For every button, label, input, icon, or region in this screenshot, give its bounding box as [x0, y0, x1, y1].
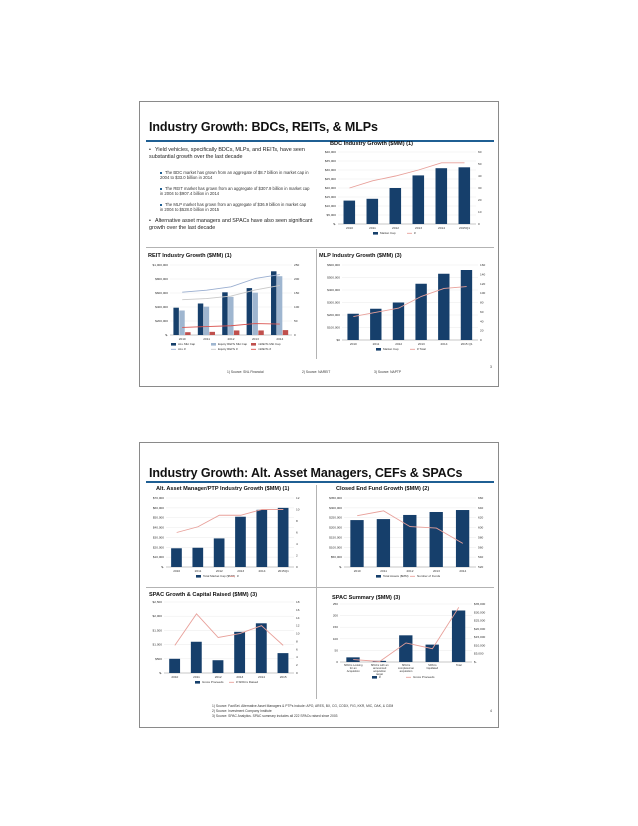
bar [415, 284, 426, 340]
legend-swatch [196, 575, 201, 578]
y2-tick-label: 60 [480, 309, 484, 314]
y-tick-label: $40,000 [324, 150, 336, 154]
bar [456, 510, 469, 567]
footnote: 2) Source: NAREIT [302, 370, 331, 374]
y2-tick-label: 0 [478, 222, 480, 226]
y2-tick-label: 200 [294, 277, 300, 281]
legend-swatch [372, 676, 377, 679]
legend-label: # Total [417, 347, 426, 351]
y2-tick-label: 250 [294, 263, 300, 267]
x-tick-label: 2010 [353, 569, 361, 573]
x-tick-label: 2014 [438, 226, 445, 230]
divider-vertical [316, 249, 317, 359]
slide-altam-cef-spac [139, 442, 499, 728]
y-tick-label: $2,500 [152, 600, 162, 604]
x-tick-label [456, 663, 462, 667]
slide-title: Industry Growth: Alt. Asset Managers, CEFs & SPACs [149, 466, 463, 480]
y2-tick-label: $10,000 [474, 643, 486, 648]
y2-tick-label: 100 [480, 291, 486, 296]
y2-tick-label: 20 [480, 328, 484, 333]
y2-tick-label: 2 [296, 663, 298, 668]
bar [390, 188, 402, 224]
bar [213, 660, 224, 673]
y-tick-label: 0 [336, 660, 338, 664]
x-tick-label: 2011 [193, 675, 200, 679]
y-tick-label: $25,000 [324, 177, 336, 181]
x-tick-label: 2013 [415, 226, 422, 230]
legend-swatch [373, 232, 378, 235]
bar [198, 304, 203, 336]
y-tick-label: $15,000 [324, 195, 336, 199]
y2-tick-label: 6 [296, 530, 298, 535]
y2-tick-label: 10 [296, 631, 300, 636]
bar [204, 307, 209, 335]
y2-tick-label: 12 [296, 623, 300, 628]
x-tick-label: 2012 [392, 226, 399, 230]
y2-tick-label: 16 [296, 607, 300, 612]
bar [234, 330, 239, 335]
x-tick-label: 2012 [395, 342, 403, 346]
bar [210, 332, 215, 335]
y2-tick-label: 60 [478, 150, 482, 154]
x-tick-label: 2011 [372, 342, 380, 346]
x-tick-label: 2013 [432, 569, 440, 573]
chart-title-bdc: BDC Industry Growth ($MM) (1) [330, 141, 413, 147]
y-tick-label: $- [339, 565, 342, 569]
legend-label: mREITs # [258, 347, 272, 351]
x-tick-label: 2010 [346, 226, 353, 230]
divider-vertical [316, 485, 317, 699]
y2-tick-label: 10 [478, 210, 482, 214]
y2-tick-label: 8 [296, 519, 298, 523]
chart-title-spac-summary: SPAC Summary ($MM) (3) [332, 595, 401, 601]
x-tick-label: 2010 [178, 337, 186, 341]
y-tick-label: $150,000 [329, 535, 342, 540]
x-tick-label: 2014 [440, 342, 448, 346]
bar [235, 517, 246, 567]
title-rule [146, 140, 494, 142]
x-tick-label: 2012 [215, 569, 223, 573]
y2-tick-label: 4 [296, 542, 298, 546]
x-tick-label: 2015Q1 [458, 226, 471, 230]
bullet-text: Alternative asset managers and SPACs have also seen significant growth over the last decade [149, 218, 313, 231]
y2-tick-label: 0 [296, 565, 298, 569]
x-tick-label: 2013 [237, 569, 245, 573]
y-tick-label: $30,000 [152, 535, 164, 540]
legend-swatch [251, 343, 256, 346]
y2-tick-label: 620 [478, 515, 484, 520]
chart-altam [146, 493, 312, 585]
x-tick-label-line: Total [455, 664, 462, 667]
bar [403, 515, 416, 567]
y-tick-label: $35,000 [324, 159, 336, 163]
y-tick-label: 100 [332, 636, 338, 641]
chart-reit [144, 260, 316, 360]
bar [278, 653, 289, 673]
y2-tick-label: 0 [296, 671, 298, 675]
legend-swatch [211, 343, 216, 346]
y2-tick-label: 4 [296, 655, 298, 660]
bar [459, 167, 471, 224]
series-line [350, 163, 465, 188]
bar [367, 199, 379, 224]
y2-tick-label: 640 [478, 505, 484, 510]
legend-label: Number of Funds [417, 574, 441, 578]
bar [452, 610, 465, 662]
bar [192, 548, 203, 567]
x-tick-label-line: SPACs [428, 664, 437, 667]
y-tick-label: $400,000 [155, 305, 168, 309]
x-tick-label: 2014 [459, 569, 467, 573]
chart-mlp [318, 260, 496, 360]
bar [438, 274, 449, 340]
legend-label: Total Market Cap ($MM) [203, 574, 236, 578]
y2-tick-label: 120 [480, 281, 486, 286]
legend-label: # [379, 675, 381, 679]
bar [436, 168, 448, 224]
bar [171, 548, 182, 567]
y2-tick-label: 160 [480, 263, 486, 267]
chart-title-mlp: MLP Industry Growth ($MM) (3) [319, 253, 402, 259]
y-tick-label: $200,000 [327, 313, 340, 317]
y-tick-label: $600,000 [327, 263, 340, 267]
y-tick-label: $20,000 [324, 186, 336, 190]
y-tick-label: $- [333, 222, 336, 226]
legend-label: mREITs Mkt Cap [258, 342, 281, 346]
bar [426, 645, 439, 662]
divider-horizontal [146, 247, 494, 248]
y2-tick-label: 14 [296, 615, 300, 620]
chart-bdc [318, 148, 496, 246]
y-tick-label: $800,000 [155, 277, 168, 281]
bar [185, 332, 190, 335]
y-tick-label: $50,000 [152, 515, 164, 520]
y-tick-label: $400,000 [327, 288, 340, 292]
series-line [182, 275, 280, 293]
legend-label: # [414, 231, 416, 235]
y2-tick-label: 0 [480, 338, 482, 342]
y2-tick-label: 540 [478, 555, 484, 560]
chart-spac-growth [146, 599, 312, 691]
x-tick-label-line: Acquisition [346, 670, 360, 673]
y2-tick-label: $35,000 [474, 602, 486, 606]
x-tick-label: 2012 [227, 337, 235, 341]
y2-tick-label: 30 [478, 186, 482, 190]
chart-title-reit: REIT Industry Growth ($MM) (1) [148, 253, 232, 259]
y-tick-label: $300,000 [329, 505, 342, 510]
bar [350, 520, 363, 567]
bar [173, 308, 178, 335]
x-tick-label: 2012 [214, 675, 222, 679]
y-tick-label: $- [165, 333, 168, 337]
y-tick-label: $60,000 [152, 505, 164, 510]
bullet-1: • Yield vehicles, specifically BDCs, MLPs, and REITs, have seen substantial growth over the last decade [149, 147, 305, 160]
x-tick-label: 2011 [380, 569, 387, 573]
y-tick-label: $500 [155, 656, 162, 661]
bar [258, 330, 263, 335]
x-tick-label: 2013 [417, 342, 425, 346]
y-tick-label: $100,000 [329, 545, 342, 550]
title-rule [146, 481, 494, 483]
y-tick-label: $- [159, 671, 162, 675]
legend-label: # [237, 574, 239, 578]
y2-tick-label: $30,000 [474, 610, 486, 615]
chart-title-altam: Alt. Asset Manager/PTP Industry Growth ($MM) (1) [156, 486, 290, 492]
bar [413, 175, 425, 224]
legend-label: Total Assets ($MM) [383, 574, 409, 578]
bar [222, 292, 227, 335]
bar [271, 271, 276, 335]
x-tick-label: 2011 [369, 226, 376, 230]
y2-tick-label: 40 [480, 319, 484, 324]
legend-label: Market Cap [383, 347, 399, 351]
x-tick-label-line: target [376, 673, 384, 676]
y-tick-label: $300,000 [327, 300, 340, 305]
x-tick-label: 2011 [194, 569, 202, 573]
bar [377, 519, 390, 567]
legend-label: ALL Mkt Cap [178, 342, 196, 346]
y-tick-label: $500,000 [327, 275, 340, 280]
legend-swatch [376, 348, 381, 351]
page-number: 3 [490, 365, 492, 369]
bar [278, 508, 289, 567]
bar [234, 632, 245, 673]
legend-label: Equity REITs # [218, 347, 238, 351]
y2-tick-label: $- [474, 660, 477, 664]
bar [179, 311, 184, 336]
bar [344, 201, 356, 224]
legend-label: Gross Proceeds [413, 675, 435, 679]
y2-tick-label: 10 [296, 507, 300, 512]
x-tick-label: 2010 [171, 675, 179, 679]
bar [214, 538, 225, 567]
x-tick-label-line: announced [372, 667, 387, 670]
y2-tick-label: 8 [296, 639, 298, 644]
footnote: 3) Source: SPAC Analytics. SPAC summary includes all 222 SPACs raised since 2003 [212, 714, 338, 718]
y-tick-label: $200,000 [155, 319, 168, 323]
y2-tick-label: $20,000 [474, 626, 486, 631]
bar [399, 635, 412, 662]
footnote: 1) Source: SNL Financial [227, 370, 264, 374]
x-tick-label [344, 663, 363, 673]
x-tick-label: 2014 [258, 675, 265, 679]
y-tick-label: $200,000 [329, 525, 342, 530]
x-tick-label-line: SPACs Looking [343, 664, 363, 667]
chart-spac-summary [320, 601, 496, 693]
y2-tick-label: 150 [294, 291, 300, 295]
y2-tick-label: 50 [478, 162, 482, 166]
y-tick-label: $5,000 [326, 213, 336, 217]
y-tick-label: 150 [332, 625, 338, 630]
divider-horizontal [146, 587, 494, 588]
legend-label: Gross Proceeds [202, 680, 224, 684]
x-tick-label: 2015Q1 [277, 569, 289, 573]
y-tick-label: $1,000 [152, 642, 162, 647]
y-tick-label: $1,500 [152, 628, 162, 633]
sub-bullet [160, 170, 310, 180]
bar [347, 314, 358, 340]
y-tick-label: $0 [336, 338, 340, 342]
x-tick-label: 2012 [406, 569, 414, 573]
y-tick-label: $10,000 [324, 204, 336, 208]
y-tick-label: $100,000 [327, 325, 340, 330]
slide-title: Industry Growth: BDCs, REITs, & MLPs [149, 120, 378, 134]
y-tick-label: $250,000 [329, 515, 342, 520]
y2-tick-label: 600 [478, 525, 484, 530]
footnote: 2) Source: Investment Company Institute [212, 709, 272, 713]
bar [247, 288, 252, 335]
x-tick-label: 2014 [276, 337, 284, 341]
chart-title-spac-growth: SPAC Growth & Capital Raised ($MM) (3) [149, 592, 258, 598]
y-tick-label: 200 [332, 613, 338, 618]
legend-label: ALL # [178, 347, 186, 351]
x-tick-label: 2013 [251, 337, 259, 341]
x-tick-label: 2014 [258, 569, 266, 573]
series-line [177, 510, 284, 533]
x-tick-label-line: acquisition [399, 670, 413, 673]
sub-bullet-text: The MLP market has grown from an aggregate of $36.9 billion in market cap in 2004 to $528.0 billion in 2015 [160, 202, 307, 213]
x-tick-label: 2015 [279, 675, 287, 679]
y-tick-label: $2,000 [152, 614, 162, 619]
bullet-2: • Alternative asset managers and SPACs have also seen significant growth over the last decade [149, 218, 313, 231]
sub-bullet-text: The REIT market has grown from an aggregate of $307.9 billion in market cap in 2004 to $907.4 billion in 2014 [160, 186, 310, 197]
legend-label: # SPACs Raised [236, 680, 259, 684]
legend-swatch [195, 681, 200, 684]
x-tick-label [398, 663, 415, 673]
y2-tick-label: 12 [296, 496, 300, 500]
bar [252, 293, 257, 335]
y2-tick-label: $5,000 [474, 651, 484, 656]
bar [228, 297, 233, 335]
footnote: 1) Source: FactSet. Alternative Asset Managers & PTPs include: APO, ARES, BX, CG, CODX, FIG, KKR, MIC, OAK, & OZM [212, 704, 394, 708]
y2-tick-label: 140 [480, 272, 486, 277]
x-tick-label-line: SPACs [401, 664, 411, 667]
legend-label: Market Cap [380, 231, 396, 235]
y-tick-label: $350,000 [329, 496, 342, 500]
x-tick-label-line: liquidated [426, 667, 439, 670]
bar [256, 510, 267, 567]
y2-tick-label: $15,000 [474, 635, 486, 640]
bar [256, 623, 267, 673]
y2-tick-label: 520 [478, 565, 484, 569]
slide-bdc-reit-mlp [139, 101, 499, 387]
x-tick-label-line: completed an [397, 667, 415, 670]
x-tick-label: 2011 [203, 337, 210, 341]
x-tick-label-line: SPACs with an [370, 664, 389, 667]
y-tick-label: $20,000 [152, 545, 164, 550]
y-tick-label: $30,000 [324, 168, 336, 172]
x-tick-label-line: for an [349, 667, 357, 670]
y-tick-label: $- [161, 565, 164, 569]
y2-tick-label: 18 [296, 600, 300, 604]
y-tick-label: 50 [334, 648, 338, 653]
y-tick-label: $10,000 [152, 555, 164, 560]
sub-bullet [160, 202, 310, 212]
x-tick-label: 2015 Q1 [460, 342, 473, 346]
y2-tick-label: 100 [294, 305, 300, 309]
bar [169, 659, 180, 673]
y-tick-label: $600,000 [155, 291, 168, 295]
y-tick-label: $40,000 [152, 525, 164, 530]
y2-tick-label: 6 [296, 647, 298, 652]
bar [430, 512, 443, 567]
y2-tick-label: 2 [296, 553, 298, 558]
chart-cef [320, 493, 496, 585]
y2-tick-label: 40 [478, 174, 482, 178]
y-tick-label: $70,000 [152, 496, 164, 500]
y2-tick-label: 20 [478, 198, 482, 202]
chart-title-cef: Closed End Fund Growth ($MM) (2) [336, 486, 430, 492]
x-tick-label [427, 663, 439, 670]
x-tick-label: 2010 [173, 569, 181, 573]
page-number: 4 [490, 709, 492, 713]
y-tick-label: $50,000 [330, 555, 342, 560]
bar [283, 330, 288, 335]
x-tick-label: 2010 [349, 342, 357, 346]
y2-tick-label: 560 [478, 545, 484, 550]
y2-tick-label: 580 [478, 535, 484, 540]
y-tick-label: $1,000,000 [152, 263, 168, 267]
legend-label: Equity REITs Mkt Cap [218, 342, 248, 346]
y2-tick-label: 50 [294, 319, 298, 323]
y2-tick-label: 660 [478, 496, 484, 500]
y2-tick-label: 0 [294, 333, 296, 337]
bar [461, 270, 472, 340]
x-tick-label: 2013 [236, 675, 244, 679]
legend-swatch [171, 343, 176, 346]
sub-bullet [160, 186, 310, 196]
series-line [175, 614, 283, 646]
legend-swatch [376, 575, 381, 578]
y2-tick-label: 80 [480, 300, 484, 305]
bar [191, 642, 202, 673]
footnote: 3) Source: NAPTP [374, 370, 402, 374]
sub-bullet-text: The BDC market has grown from an aggregate of $8.7 billion in market cap in 2004 to $33.0 billion in 2014 [160, 170, 309, 181]
y-tick-label: 250 [332, 602, 338, 606]
y2-tick-label: $25,000 [474, 618, 486, 623]
bullet-text: Yield vehicles, specifically BDCs, MLPs, and REITs, have seen substantial growth over the last decade [149, 147, 305, 160]
x-tick-label-line: acquisition [373, 670, 386, 673]
